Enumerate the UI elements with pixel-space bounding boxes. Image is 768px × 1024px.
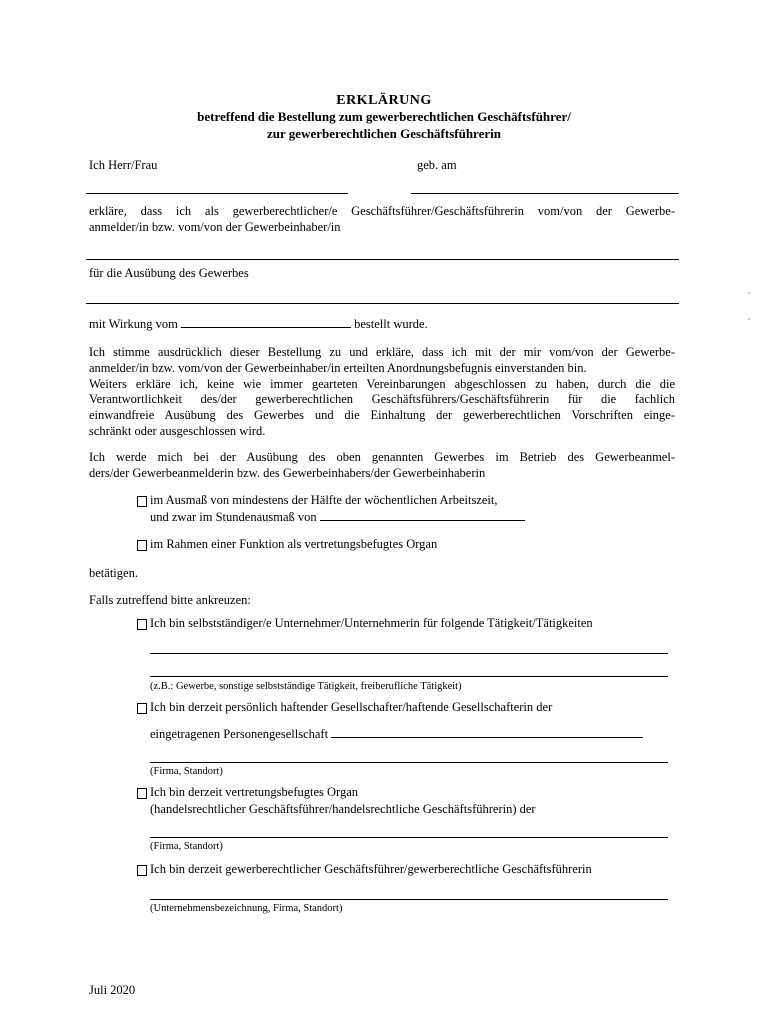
footer-date: Juli 2020 bbox=[89, 983, 136, 997]
effective-date-row bbox=[89, 316, 428, 333]
partner-label: Ich bin derzeit persönlich haftender Gesellschafter/haftende Gesellschafterin der bbox=[150, 700, 553, 714]
document-subtitle-line2: zur gewerberechtlichen Geschäftsführerin bbox=[267, 126, 501, 141]
consent-line: anmelder/in bzw. vom/von der Gewerbeinhaber/in erteilten Anordnungsbefugnis einverstanden bin. bbox=[89, 360, 587, 375]
organ-company-field[interactable] bbox=[150, 837, 668, 838]
effective-date-suffix: bestellt wurde. bbox=[354, 317, 428, 331]
partnership-row bbox=[150, 726, 643, 743]
hours-field[interactable] bbox=[320, 509, 525, 521]
partner-company-field[interactable] bbox=[150, 762, 668, 763]
consent-line: Ich stimme ausdrücklich dieser Bestellung zu und erkläre, dass ich mit der mir vom/von der Gewerbe- bbox=[89, 345, 675, 359]
self-employed-checkbox[interactable] bbox=[137, 619, 147, 630]
scan-mark bbox=[748, 318, 750, 320]
self-employed-field-1[interactable] bbox=[150, 653, 668, 654]
partner-checkbox[interactable] bbox=[137, 703, 147, 714]
organ-checkbox[interactable] bbox=[137, 788, 147, 799]
activity-paragraph bbox=[89, 450, 675, 482]
activity-closing: betätigen. bbox=[89, 566, 138, 580]
scan-mark bbox=[748, 292, 750, 294]
birth-date-field[interactable] bbox=[411, 193, 679, 194]
name-label: Ich Herr/Frau bbox=[89, 158, 158, 172]
employer-field[interactable] bbox=[86, 259, 679, 260]
partnership-label: eingetragenen Personengesellschaft bbox=[150, 727, 329, 741]
self-employed-field-2[interactable] bbox=[150, 676, 668, 677]
activity-line: Ich werde mich bei der Ausübung des oben genannten Gewerbes im Betrieb des Gewerbeanmel- bbox=[89, 450, 675, 464]
trade-label: für die Ausübung des Gewerbes bbox=[89, 266, 249, 280]
organ-hint: (Firma, Standort) bbox=[150, 841, 223, 852]
trade-manager-company-field[interactable] bbox=[150, 899, 668, 900]
option-organ-label: im Rahmen einer Funktion als vertretungsbefugtes Organ bbox=[150, 537, 438, 551]
consent-line: schränkt oder ausgeschlossen wird. bbox=[89, 423, 266, 438]
effective-date-label: mit Wirkung vom bbox=[89, 317, 178, 331]
organ-detail: (handelsrechtlicher Geschäftsführer/handelsrechtliche Geschäftsführerin) der bbox=[150, 802, 536, 816]
self-employed-label: Ich bin selbstständiger/e Unternehmer/Unternehmerin für folgende Tätigkeit/Tätigkeiten bbox=[150, 616, 593, 630]
document-subtitle-line1: betreffend die Bestellung zum gewerberechtlichen Geschäftsführer/ bbox=[197, 109, 571, 124]
declaration-text bbox=[89, 204, 675, 220]
option-half-worktime-label: im Ausmaß von mindestens der Hälfte der wöchentlichen Arbeitszeit, bbox=[150, 493, 498, 507]
consent-line: Weiters erkläre ich, keine wie immer gearteten Vereinbarungen abgeschlossen zu haben, durch die die bbox=[89, 376, 675, 391]
effective-date-field[interactable] bbox=[181, 316, 351, 328]
option-organ-checkbox[interactable] bbox=[137, 540, 147, 551]
trade-manager-label: Ich bin derzeit gewerberechtlicher Geschäftsführer/gewerberechtliche Geschäftsführerin bbox=[150, 862, 592, 876]
trade-field[interactable] bbox=[86, 303, 679, 304]
hours-row bbox=[150, 509, 525, 526]
consent-line: einwandfreie Ausübung des Gewerbes und die Einhaltung der gewerberechtlichen Vorschriften einge- bbox=[89, 408, 675, 423]
partner-hint: (Firma, Standort) bbox=[150, 766, 223, 777]
trade-manager-checkbox[interactable] bbox=[137, 865, 147, 876]
name-field[interactable] bbox=[86, 193, 348, 194]
option-half-worktime-checkbox[interactable] bbox=[137, 496, 147, 507]
consent-line: Verantwortlichkeit des/der gewerberechtlichen Geschäftsführers/Geschäftsführerin für die fachlich bbox=[89, 392, 675, 407]
birth-date-label: geb. am bbox=[417, 158, 457, 172]
activity-line: ders/der Gewerbeanmelderin bzw. des Gewerbeinhabers/der Gewerbeinhaberin bbox=[89, 465, 486, 480]
declaration-line: erkläre, dass ich als gewerberechtlicher/e Geschäftsführer/Geschäftsführerin vom/von der Gewerbe- bbox=[89, 204, 675, 218]
optional-intro: Falls zutreffend bitte ankreuzen: bbox=[89, 593, 251, 607]
hours-label: und zwar im Stundenausmaß von bbox=[150, 510, 317, 524]
self-employed-hint: (z.B.: Gewerbe, sonstige selbstständige Tätigkeit, freiberufliche Tätigkeit) bbox=[150, 681, 462, 692]
declaration-line: anmelder/in bzw. vom/von der Gewerbeinhaber/in bbox=[89, 220, 341, 234]
consent-paragraph bbox=[89, 345, 675, 440]
trade-manager-hint: (Unternehmensbezeichnung, Firma, Standort) bbox=[150, 903, 343, 914]
partnership-field[interactable] bbox=[331, 726, 643, 738]
organ-label: Ich bin derzeit vertretungsbefugtes Organ bbox=[150, 785, 359, 799]
document-title: ERKLÄRUNG bbox=[336, 93, 432, 108]
